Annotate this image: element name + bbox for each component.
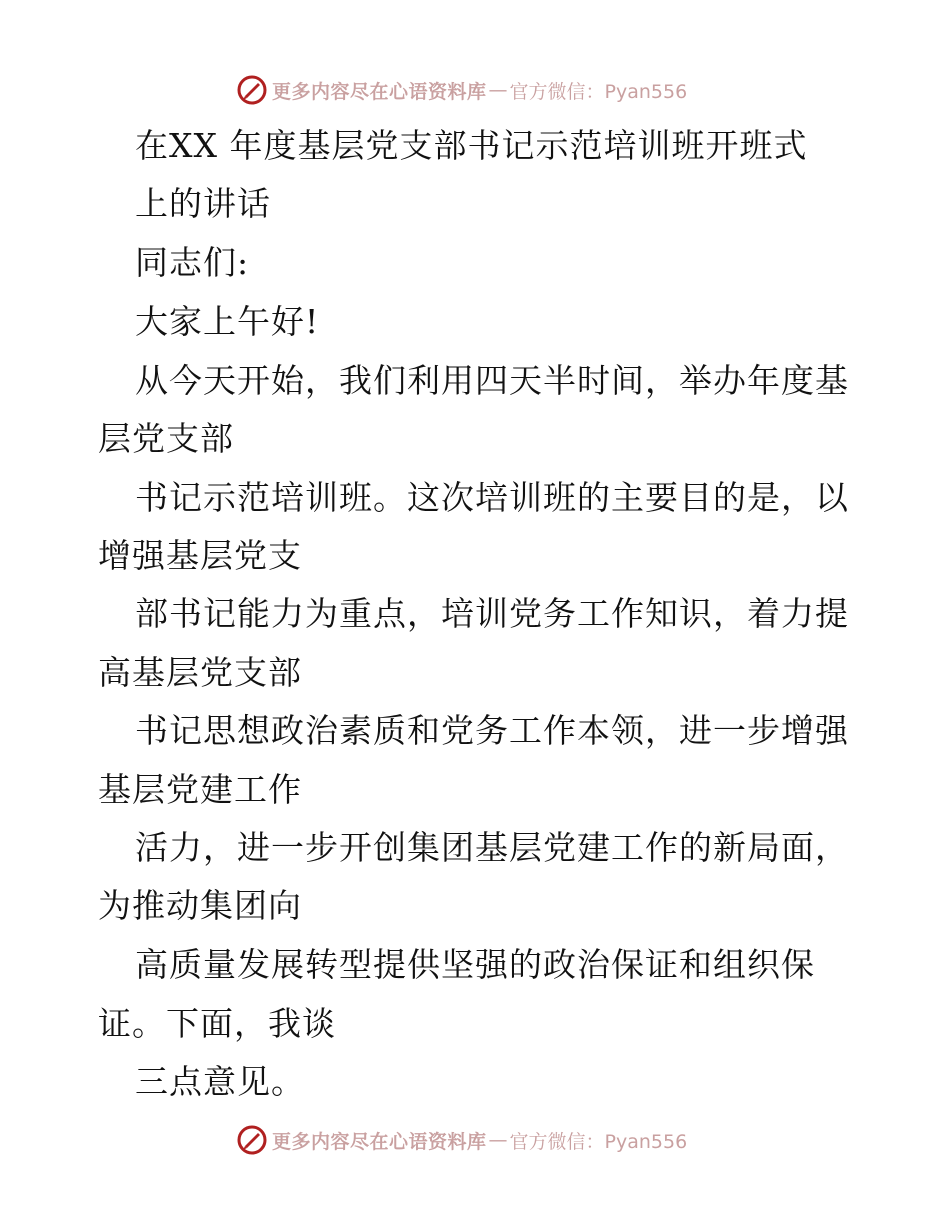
paragraph-line: 高质量发展转型提供坚强的政治保证和组织保 [135,945,815,984]
pen-logo-icon [236,1124,268,1156]
watermark-text: 更多内容尽在心语资料库 [272,1130,487,1153]
footer-watermark [236,1120,687,1160]
watermark-separator: — [488,1129,508,1151]
greeting: 大家上午好! [135,302,320,341]
paragraph-line: 为推动集团向 [98,886,302,925]
paragraph-line: 活力，进一步开创集团基层党建工作的新局面， [135,828,849,867]
paragraph-line: 从今天开始，我们利用四天半时间，举办年度基 [135,361,849,400]
pen-logo-icon [236,74,268,106]
title-line-1: 在XX 年度基层党支部书记示范培训班开班式 [135,126,808,165]
paragraph-line: 书记思想政治素质和党务工作本领，进一步增强 [135,711,849,750]
paragraph-line: 证。下面，我谈 [98,1004,336,1043]
watermark-text: 更多内容尽在心语资料库 [272,80,487,103]
watermark-wechat: 官方微信：Pyan556 [509,1130,688,1153]
title-line-2: 上的讲话 [135,184,271,223]
paragraph-line: 部书记能力为重点，培训党务工作知识，着力提 [135,594,849,633]
paragraph-line: 增强基层党支 [98,536,302,575]
salutation: 同志们: [135,243,250,282]
header-watermark [236,70,687,110]
paragraph-line: 层党支部 [98,419,234,458]
watermark-wechat: 官方微信：Pyan556 [509,80,688,103]
watermark-separator: — [488,79,508,101]
paragraph-line: 基层党建工作 [98,770,302,809]
paragraph-line: 三点意见。 [135,1062,305,1101]
paragraph-line: 高基层党支部 [98,653,302,692]
paragraph-line: 书记示范培训班。这次培训班的主要目的是，以 [135,478,849,517]
